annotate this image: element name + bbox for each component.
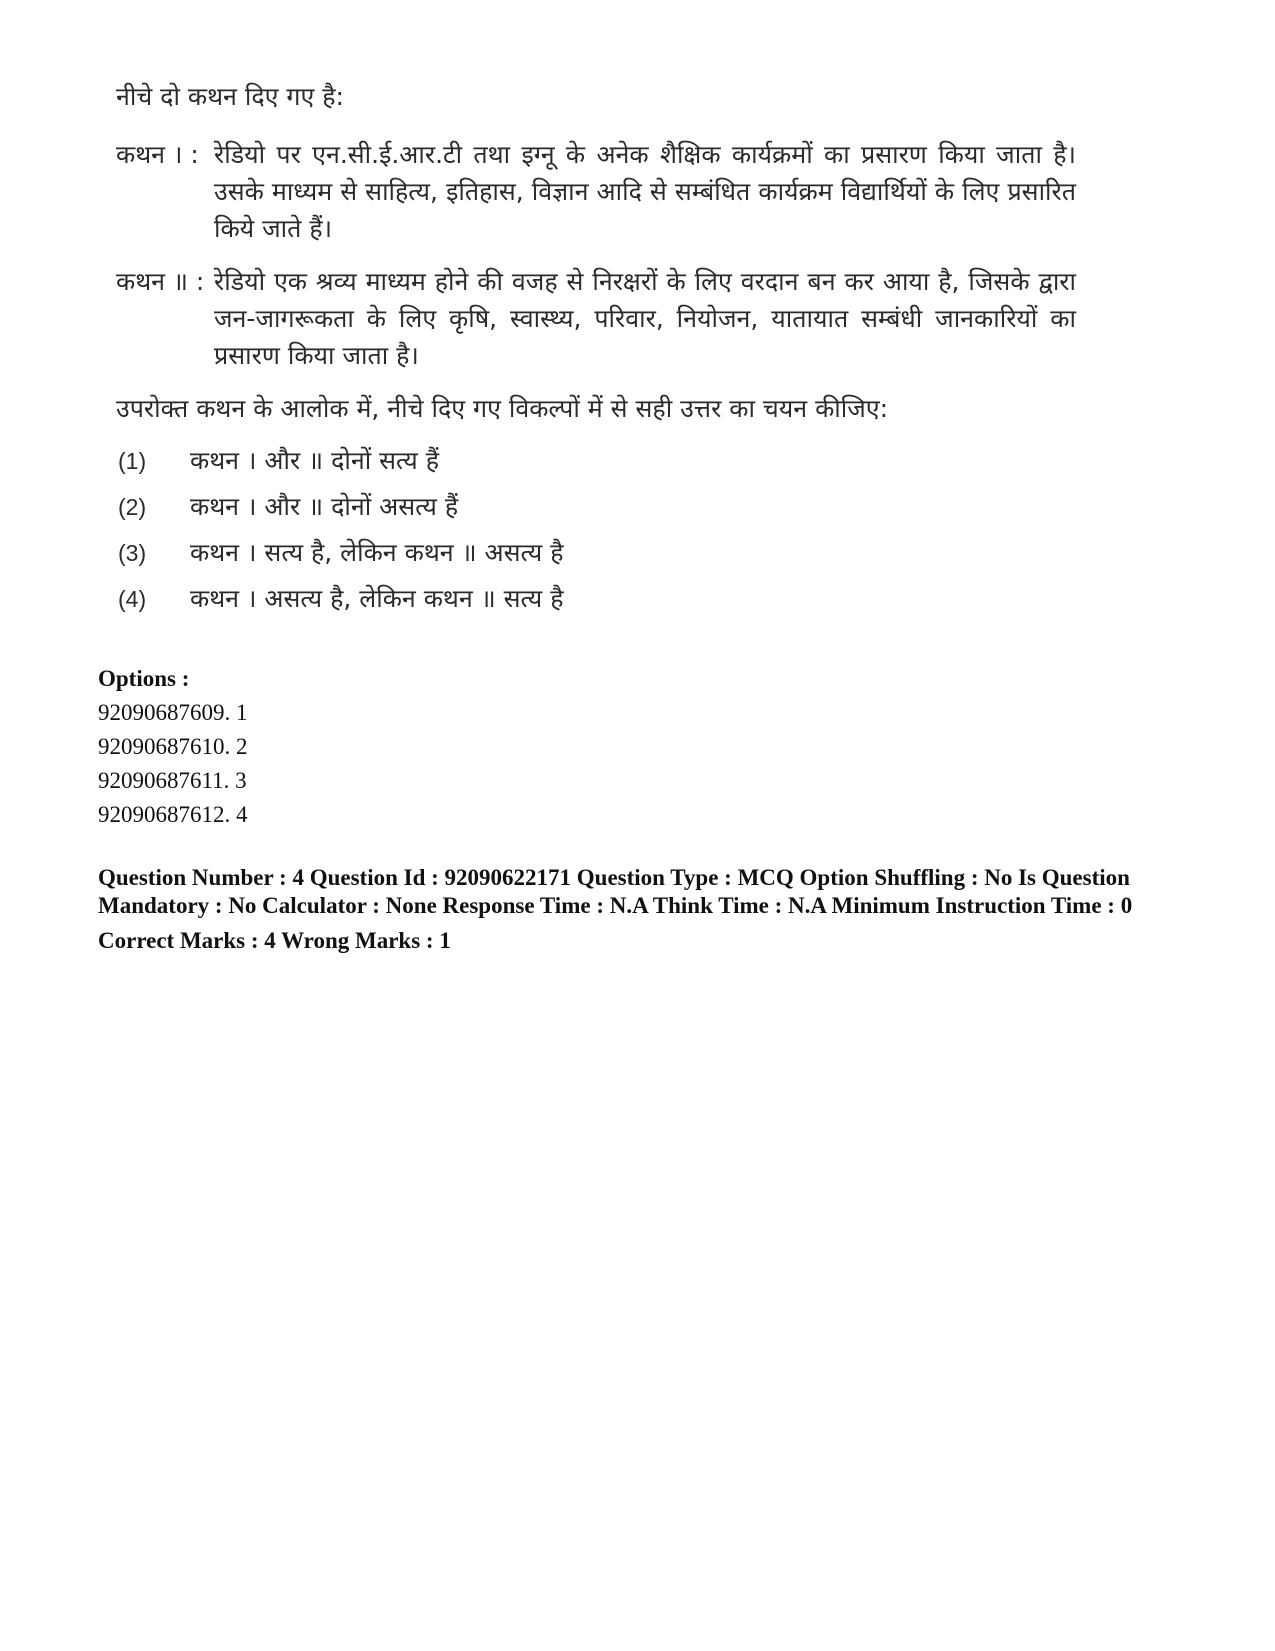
statement-1-text: रेडियो पर एन.सी.ई.आर.टी तथा इग्नू के अनेक शैक्षिक कार्यक्रमों का प्रसारण किया जाता है। उसके माध्यम से साहित्य, इतिहास, विज्ञान आदि से सम्बंधित कार्यक्रम विद्यार्थियों के लिए प्रसारित किये जाते हैं। xyxy=(214,140,1076,243)
question-metadata xyxy=(98,662,1188,956)
choice-2 xyxy=(116,484,1076,530)
statement-2-text: रेडियो एक श्रव्य माध्यम होने की वजह से निरक्षरों के लिए वरदान बन कर आया है, जिसके द्वारा जन-जागरूकता के लिए कृषि, स्वास्थ्य, परिवार, नियोजन, यातायात सम्बंधी जानकारियों का प्रसारण किया जाता है। xyxy=(214,267,1076,370)
question-prompt: उपरोक्त कथन के आलोक में, नीचे दिए गए विकल्पों में से सही उत्तर का चयन कीजिए: xyxy=(116,394,889,423)
choice-2-text: कथन । और ॥ दोनों असत्य हैं xyxy=(190,492,459,521)
statement-2 xyxy=(116,263,1076,374)
option-item: 92090687609. 1 xyxy=(98,700,248,725)
statement-2-label: कथन ॥ : xyxy=(116,267,205,296)
choice-4-number: (4) xyxy=(118,586,147,612)
option-item: 92090687611. 3 xyxy=(98,768,247,793)
question-image-block xyxy=(116,78,1076,622)
choice-1-number: (1) xyxy=(118,448,147,474)
statement-1 xyxy=(116,136,1076,247)
choice-1 xyxy=(116,438,1076,484)
choice-3-number: (3) xyxy=(118,540,147,566)
statement-1-label: कथन । : xyxy=(116,140,199,169)
question-intro: नीचे दो कथन दिए गए है: xyxy=(116,82,344,111)
options-title: Options : xyxy=(98,666,190,691)
option-item: 92090687612. 4 xyxy=(98,802,248,827)
choice-3 xyxy=(116,530,1076,576)
choice-2-number: (2) xyxy=(118,494,147,520)
marks-info: Correct Marks : 4 Wrong Marks : 1 xyxy=(98,928,451,953)
choice-4 xyxy=(116,576,1076,622)
choice-3-text: कथन । सत्य है, लेकिन कथन ॥ असत्य है xyxy=(190,538,564,567)
question-info: Question Number : 4 Question Id : 92090622171 Question Type : MCQ Option Shuffling : No Is Question Mandatory : No Calculator : None Response Time : N.A Think Time : N.A Minimum Instruction Time : 0 xyxy=(98,865,1133,918)
choice-4-text: कथन । असत्य है, लेकिन कथन ॥ सत्य है xyxy=(190,584,564,613)
choice-1-text: कथन । और ॥ दोनों सत्य हैं xyxy=(190,446,440,475)
option-item: 92090687610. 2 xyxy=(98,734,248,759)
